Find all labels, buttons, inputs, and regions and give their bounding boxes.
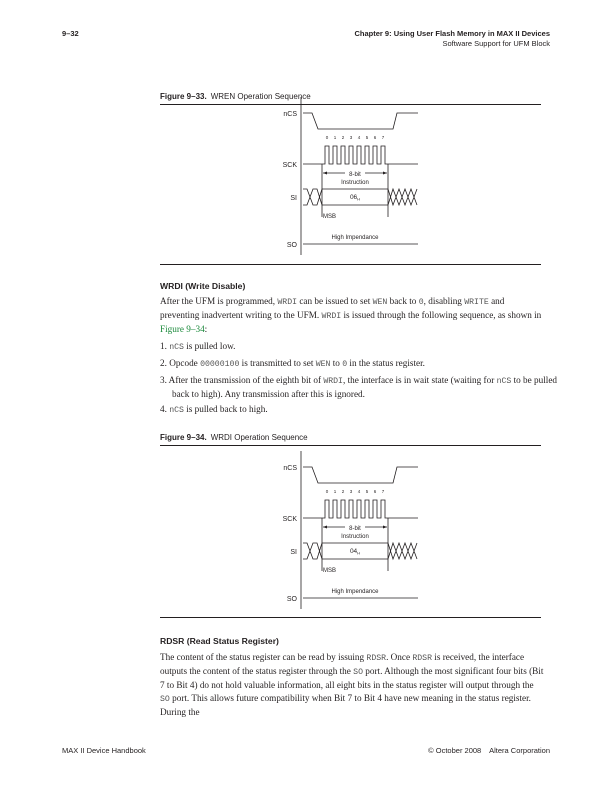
text-run: 1. (160, 341, 170, 351)
opcode-subscript: H (357, 550, 361, 556)
text-run: back to (387, 296, 419, 306)
text-run: is received, the interface outputs the content of the status register through the (160, 652, 525, 677)
bit-index: 5 (365, 135, 369, 140)
figure-number: Figure 9–34. (160, 433, 207, 442)
code-term: nCS (169, 406, 184, 415)
bit-index: 2 (341, 489, 345, 494)
figure-number: Figure 9–33. (160, 92, 207, 101)
footer-handbook: MAX II Device Handbook (62, 746, 146, 755)
text-run: can be issued to set (297, 296, 373, 306)
text-run: is pulled low. (183, 341, 236, 351)
text-run: 3. After the transmission of the eighth bit of (160, 375, 324, 385)
list-item (160, 374, 557, 400)
opcode-subscript: H (357, 196, 361, 202)
opcode-value: 06 (349, 194, 358, 201)
text-run: port. Although the most significant four bits (Bit 7 to Bit 4) do not hold valuable information, all eight bits in the status register will output through the (160, 666, 544, 691)
wrdi-timing-diagram (275, 449, 445, 614)
so-state-label: High Impendance (331, 589, 379, 595)
code-term: WRDI (321, 312, 342, 322)
divider (160, 617, 541, 618)
bit-index: 7 (381, 489, 385, 494)
wrdi-intro (160, 295, 545, 336)
rdsr-body (160, 651, 545, 718)
width-label: 8-bit (349, 526, 361, 532)
code-term: WRDI (323, 377, 343, 386)
figure-title: WREN Operation Sequence (210, 92, 311, 101)
opcode-label (350, 194, 360, 202)
signal-label-sck: SCK (282, 516, 297, 523)
ncs-waveform (303, 467, 418, 483)
wren-timing-diagram (275, 95, 445, 260)
width-label: 8-bit (349, 172, 361, 178)
text-run: The content of the status register can be read by issuing (160, 652, 367, 662)
text-run: : (204, 324, 208, 335)
instruction-label: Instruction (341, 180, 369, 186)
page-number: 9–32 (62, 29, 79, 38)
so-state-label: High Impendance (331, 235, 379, 241)
section-title: Software Support for UFM Block (442, 39, 550, 48)
text-run: is issued through the following sequence, as shown in (341, 310, 542, 321)
ncs-waveform (303, 113, 418, 129)
text-run: After the UFM is programmed, (160, 296, 278, 306)
text-run: 4. (160, 404, 170, 414)
code-term: 0 (342, 360, 348, 369)
bit-index: 0 (325, 489, 329, 494)
bit-index: 4 (357, 489, 361, 494)
instruction-label: Instruction (341, 534, 369, 540)
signal-label-sck: SCK (282, 162, 297, 169)
text-run: to be pulled back to high). Any transmission after this is ignored. (172, 375, 557, 400)
code-term: nCS (496, 377, 512, 386)
signal-label-ncs: nCS (283, 111, 297, 118)
bit-index: 5 (365, 489, 369, 494)
divider (160, 445, 541, 446)
bit-index: 0 (325, 135, 329, 140)
text-run: is pulled back to high. (183, 404, 268, 414)
code-term: RDSR (366, 654, 387, 663)
list-item (160, 403, 557, 417)
signal-label-so: SO (286, 242, 297, 249)
opcode-value: 04 (349, 548, 358, 555)
text-run: to (330, 358, 343, 368)
bit-index: 3 (349, 135, 353, 140)
signal-label-si: SI (290, 195, 297, 202)
bit-index: 6 (373, 489, 377, 494)
text-run: 2. Opcode (160, 358, 201, 368)
chapter-title: Chapter 9: Using User Flash Memory in MAX II Devices (354, 29, 550, 38)
text-run: and preventing inadvertent writing to the UFM. (160, 296, 505, 321)
text-run: in the status register. (347, 358, 425, 368)
bit-index: 2 (341, 135, 345, 140)
rdsr-heading: RDSR (Read Status Register) (160, 636, 279, 646)
bit-index: 7 (381, 135, 385, 140)
figure-34-caption (160, 433, 308, 442)
msb-label: MSB (323, 568, 337, 574)
bit-index: 4 (357, 135, 361, 140)
code-term: WRITE (464, 298, 489, 307)
list-item (160, 357, 557, 371)
code-term: WEN (315, 360, 331, 369)
signal-label-si: SI (290, 549, 297, 556)
text-run: , the interface is in wait state (waiting for (342, 375, 497, 385)
bit-index: 1 (333, 489, 337, 494)
bit-index: 6 (373, 135, 377, 140)
msb-label: MSB (323, 214, 337, 220)
signal-label-ncs: nCS (283, 465, 297, 472)
divider (160, 264, 541, 265)
code-term: WEN (372, 298, 388, 307)
text-run: , disabling (423, 296, 465, 306)
signal-label-so: SO (286, 596, 297, 603)
code-term: nCS (169, 343, 184, 352)
text-run: port. This allows future compatibility when Bit 7 to Bit 4 have new meaning in the status register. During the (160, 692, 531, 717)
code-term: WRDI (277, 298, 298, 307)
opcode-label (350, 548, 360, 556)
wrdi-heading: WRDI (Write Disable) (160, 281, 246, 291)
code-term: RDSR (412, 654, 432, 663)
bit-index: 3 (349, 489, 353, 494)
figure-title: WRDI Operation Sequence (210, 433, 308, 442)
code-term: 00000100 (200, 360, 240, 369)
bit-index: 1 (333, 135, 337, 140)
code-term: SO (160, 694, 170, 704)
footer-copyright: © October 2008 Altera Corporation (428, 746, 550, 755)
text-run: is transmitted to set (239, 358, 316, 368)
sck-waveform (303, 500, 418, 518)
figure-link[interactable]: Figure 9–34 (160, 324, 205, 335)
code-term: SO (353, 668, 363, 678)
text-run: . Once (386, 652, 413, 662)
list-item (160, 340, 557, 354)
code-term: 0 (418, 298, 424, 307)
sck-waveform (303, 146, 418, 164)
